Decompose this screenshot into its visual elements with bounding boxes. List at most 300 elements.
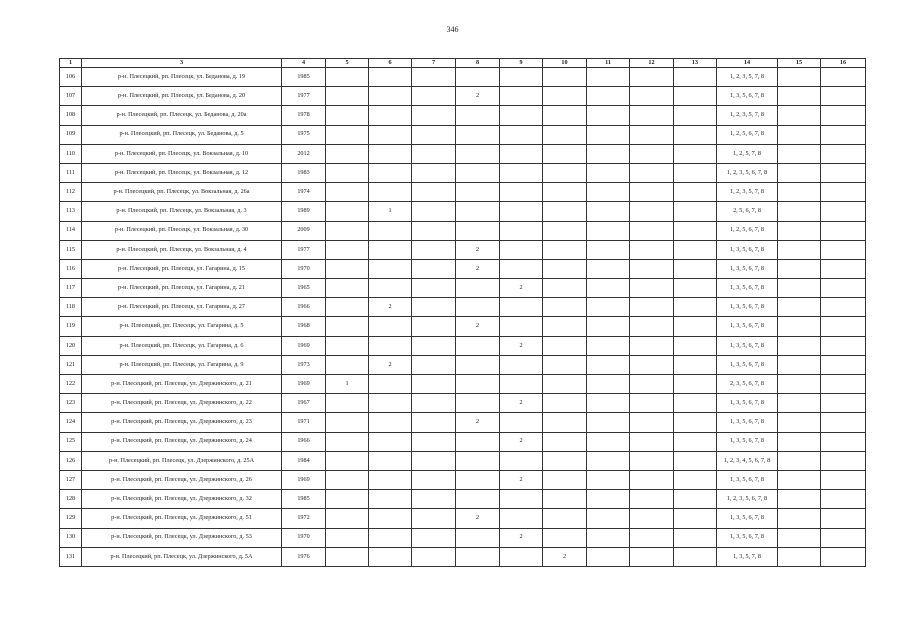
table-cell: [630, 336, 674, 355]
table-cell: 1971: [282, 413, 326, 432]
table-cell: [778, 317, 821, 336]
table-cell: [587, 547, 630, 566]
table-cell: [821, 317, 866, 336]
table-cell: [456, 163, 500, 182]
table-cell: 2: [456, 240, 500, 259]
table-cell: 2, 5, 6, 7, 8: [717, 202, 778, 221]
table-cell: 1, 3, 5, 6, 7, 8: [717, 355, 778, 374]
table-row: [60, 470, 866, 489]
table-row: [60, 317, 866, 336]
table-cell: [821, 413, 866, 432]
table-cell: 1, 3, 5, 6, 7, 8: [717, 394, 778, 413]
table-cell: [543, 394, 587, 413]
address-cell: р-н. Плесецкий, рп. Плесецк, ул. Гагарина, д. 27: [82, 298, 282, 317]
table-cell: [456, 355, 500, 374]
table-cell: [674, 163, 717, 182]
table-cell: [500, 202, 543, 221]
table-cell: [587, 144, 630, 163]
table-cell: [326, 259, 369, 278]
table-cell: [326, 87, 369, 106]
table-cell: [778, 451, 821, 470]
table-cell: [821, 106, 866, 125]
table-cell: [587, 317, 630, 336]
table-row: [60, 375, 866, 394]
table-cell: [456, 68, 500, 87]
table-cell: [674, 528, 717, 547]
table-cell: [412, 163, 456, 182]
table-cell: [543, 240, 587, 259]
table-cell: [778, 355, 821, 374]
table-row: [60, 202, 866, 221]
table-cell: [630, 279, 674, 298]
row-number-cell: 107: [60, 87, 82, 106]
table-cell: [456, 432, 500, 451]
table-cell: [778, 528, 821, 547]
table-cell: [412, 240, 456, 259]
table-cell: [587, 355, 630, 374]
address-cell: р-н. Плесецкий, рп. Плесецк, ул. Вокзальная, д. 10: [82, 144, 282, 163]
table-cell: [369, 432, 412, 451]
table-cell: [326, 394, 369, 413]
table-cell: 1, 2, 3, 5, 7, 8: [717, 68, 778, 87]
table-cell: [587, 68, 630, 87]
table-row: [60, 547, 866, 566]
table-cell: 1969: [282, 375, 326, 394]
table-cell: [369, 106, 412, 125]
table-header: [60, 59, 866, 68]
table-cell: [778, 144, 821, 163]
column-header: 4: [282, 59, 326, 68]
table-cell: [543, 68, 587, 87]
table-cell: 1978: [282, 106, 326, 125]
table-cell: [412, 144, 456, 163]
column-header: 11: [587, 59, 630, 68]
row-number-cell: 110: [60, 144, 82, 163]
table-cell: [778, 432, 821, 451]
address-cell: р-н. Плесецкий, рп. Плесецк, ул. Гагарина, д. 21: [82, 279, 282, 298]
table-cell: [630, 355, 674, 374]
table-row: [60, 528, 866, 547]
table-cell: 2: [543, 547, 587, 566]
address-cell: р-н. Плесецкий, рп. Плесецк, ул. Вокзальная, д. 3: [82, 202, 282, 221]
table-cell: [369, 413, 412, 432]
table-cell: [587, 125, 630, 144]
table-cell: [630, 125, 674, 144]
table-cell: [543, 221, 587, 240]
table-cell: 1975: [282, 125, 326, 144]
table-cell: 1, 3, 5, 7, 8: [717, 547, 778, 566]
address-cell: р-н. Плесецкий, рп. Плесецк, ул. Дзержинского, д. 32: [82, 490, 282, 509]
table-cell: [456, 183, 500, 202]
table-row: [60, 432, 866, 451]
table-cell: 1, 2, 5, 7, 8: [717, 144, 778, 163]
table-cell: 1, 3, 5, 6, 7, 8: [717, 240, 778, 259]
table-cell: [326, 547, 369, 566]
table-cell: [630, 528, 674, 547]
table-cell: 1973: [282, 355, 326, 374]
row-number-cell: 119: [60, 317, 82, 336]
table-cell: [630, 163, 674, 182]
table-cell: [821, 451, 866, 470]
row-number-cell: 115: [60, 240, 82, 259]
table-cell: [543, 125, 587, 144]
table-cell: [821, 528, 866, 547]
table-cell: [821, 547, 866, 566]
table-cell: [821, 298, 866, 317]
table-cell: [587, 221, 630, 240]
table-cell: [630, 106, 674, 125]
table-cell: 2: [456, 259, 500, 278]
table-cell: [369, 163, 412, 182]
table-cell: [369, 125, 412, 144]
table-cell: [543, 470, 587, 489]
table-cell: 2: [456, 413, 500, 432]
table-cell: [543, 432, 587, 451]
table-cell: [778, 163, 821, 182]
table-row: [60, 240, 866, 259]
table-cell: [500, 106, 543, 125]
table-cell: [630, 413, 674, 432]
table-row: [60, 259, 866, 278]
table-cell: [412, 490, 456, 509]
table-cell: [500, 547, 543, 566]
table-cell: 1969: [282, 336, 326, 355]
table-cell: [630, 144, 674, 163]
row-number-cell: 126: [60, 451, 82, 470]
table-cell: [543, 490, 587, 509]
table-cell: [543, 202, 587, 221]
table-cell: [369, 240, 412, 259]
table-cell: [369, 68, 412, 87]
table-cell: [587, 375, 630, 394]
row-number-cell: 112: [60, 183, 82, 202]
table-cell: [326, 432, 369, 451]
table-cell: 1, 2, 3, 5, 7, 8: [717, 183, 778, 202]
table-cell: [456, 451, 500, 470]
table-cell: 2: [500, 470, 543, 489]
column-header: 8: [456, 59, 500, 68]
table-cell: 1966: [282, 432, 326, 451]
table-cell: [821, 375, 866, 394]
table-cell: [500, 509, 543, 528]
table-cell: [587, 163, 630, 182]
table-cell: [326, 413, 369, 432]
column-header: 14: [717, 59, 778, 68]
table-cell: [821, 490, 866, 509]
table-row: [60, 68, 866, 87]
table-cell: [412, 528, 456, 547]
address-cell: р-н. Плесецкий, рп. Плесецк, ул. Дзержинского, д. 53: [82, 528, 282, 547]
table-cell: [412, 375, 456, 394]
table-cell: [369, 144, 412, 163]
table-cell: [587, 336, 630, 355]
table-cell: [630, 317, 674, 336]
table-cell: 2: [500, 432, 543, 451]
table-cell: [630, 547, 674, 566]
address-cell: р-н. Плесецкий, рп. Плесецк, ул. Дзержинского, д. 5А: [82, 547, 282, 566]
table-cell: [456, 144, 500, 163]
table-cell: [674, 221, 717, 240]
table-cell: 2: [369, 298, 412, 317]
table-cell: [412, 68, 456, 87]
address-cell: р-н. Плесецкий, рп. Плесецк, ул. Дзержинского, д. 51: [82, 509, 282, 528]
table-cell: [412, 547, 456, 566]
table-cell: [674, 68, 717, 87]
table-cell: [778, 125, 821, 144]
column-header: 3: [82, 59, 282, 68]
table-cell: [587, 240, 630, 259]
table-cell: [326, 528, 369, 547]
table-cell: 1, 3, 5, 6, 7, 8: [717, 87, 778, 106]
table-cell: [821, 470, 866, 489]
address-cell: р-н. Плесецкий, рп. Плесецк, ул. Дзержинского, д. 22: [82, 394, 282, 413]
address-cell: р-н. Плесецкий, рп. Плесецк, ул. Беданова, д. 5: [82, 125, 282, 144]
table-cell: [326, 68, 369, 87]
table-cell: [326, 336, 369, 355]
table-cell: [674, 413, 717, 432]
table-cell: 1, 3, 5, 6, 7, 8: [717, 279, 778, 298]
table-cell: 1, 2, 3, 5, 6, 7, 8: [717, 490, 778, 509]
table-cell: [412, 432, 456, 451]
table-cell: [778, 68, 821, 87]
table-cell: [456, 279, 500, 298]
table-cell: [500, 375, 543, 394]
table-cell: [543, 336, 587, 355]
table-cell: 1, 3, 5, 6, 7, 8: [717, 298, 778, 317]
table-cell: [456, 221, 500, 240]
row-number-cell: 122: [60, 375, 82, 394]
address-cell: р-н. Плесецкий, рп. Плесецк, ул. Вокзальная, д. 30: [82, 221, 282, 240]
table-cell: [326, 509, 369, 528]
column-header: 13: [674, 59, 717, 68]
row-number-cell: 109: [60, 125, 82, 144]
table-cell: [587, 490, 630, 509]
table-cell: [587, 279, 630, 298]
table-cell: 1977: [282, 87, 326, 106]
table-row: [60, 355, 866, 374]
table-cell: [778, 394, 821, 413]
table-cell: [326, 240, 369, 259]
table-row: [60, 298, 866, 317]
table-cell: [412, 106, 456, 125]
table-cell: [674, 355, 717, 374]
table-cell: [821, 183, 866, 202]
table-cell: [500, 68, 543, 87]
table-cell: [412, 394, 456, 413]
table-cell: 1984: [282, 451, 326, 470]
table-cell: [500, 87, 543, 106]
row-number-cell: 124: [60, 413, 82, 432]
table-cell: [412, 279, 456, 298]
table-cell: [587, 394, 630, 413]
column-header: 5: [326, 59, 369, 68]
table-cell: [778, 470, 821, 489]
table-cell: [778, 183, 821, 202]
table-cell: [326, 298, 369, 317]
table-cell: [630, 298, 674, 317]
table-cell: [500, 490, 543, 509]
table-cell: [456, 336, 500, 355]
column-header: 9: [500, 59, 543, 68]
table-row: [60, 87, 866, 106]
table-cell: [778, 221, 821, 240]
table-cell: [412, 259, 456, 278]
table-cell: [456, 470, 500, 489]
table-cell: [821, 394, 866, 413]
table-cell: [412, 221, 456, 240]
table-cell: [630, 490, 674, 509]
table-row: [60, 490, 866, 509]
address-cell: р-н. Плесецкий, рп. Плесецк, ул. Беданова, д. 20а: [82, 106, 282, 125]
table-cell: [630, 394, 674, 413]
table-cell: [674, 279, 717, 298]
column-header: 7: [412, 59, 456, 68]
table-cell: 1, 3, 5, 6, 7, 8: [717, 259, 778, 278]
table-cell: 1: [369, 202, 412, 221]
table-cell: [587, 183, 630, 202]
table-cell: [778, 509, 821, 528]
row-number-cell: 121: [60, 355, 82, 374]
table-cell: 1983: [282, 163, 326, 182]
column-header: 16: [821, 59, 866, 68]
table-cell: [821, 432, 866, 451]
table-cell: [674, 240, 717, 259]
table-cell: [500, 317, 543, 336]
table-cell: [674, 336, 717, 355]
table-row: [60, 451, 866, 470]
table-cell: [778, 106, 821, 125]
table-cell: [326, 279, 369, 298]
table-cell: [326, 451, 369, 470]
table-cell: [778, 547, 821, 566]
table-cell: [778, 87, 821, 106]
table-cell: [674, 432, 717, 451]
table-cell: [630, 375, 674, 394]
row-number-cell: 127: [60, 470, 82, 489]
table-cell: [543, 509, 587, 528]
table-cell: [456, 202, 500, 221]
table-cell: [630, 470, 674, 489]
table-cell: 2: [500, 528, 543, 547]
table-cell: [821, 221, 866, 240]
address-cell: р-н. Плесецкий, рп. Плесецк, ул. Гагарина, д. 6: [82, 336, 282, 355]
table-cell: [674, 547, 717, 566]
table-cell: [500, 221, 543, 240]
table-cell: [674, 317, 717, 336]
table-cell: [587, 413, 630, 432]
buildings-table: [59, 58, 866, 567]
table-cell: [674, 202, 717, 221]
table-cell: 1, 2, 5, 6, 7, 8: [717, 221, 778, 240]
table-cell: [778, 240, 821, 259]
table-cell: 1, 3, 5, 6, 7, 8: [717, 336, 778, 355]
page-number: 346: [446, 25, 459, 34]
table-row: [60, 125, 866, 144]
row-number-cell: 131: [60, 547, 82, 566]
row-number-cell: 128: [60, 490, 82, 509]
table-cell: 2: [456, 509, 500, 528]
table-cell: [587, 451, 630, 470]
table-cell: 2009: [282, 221, 326, 240]
table-cell: 2, 3, 5, 6, 7, 8: [717, 375, 778, 394]
table-cell: [369, 317, 412, 336]
table-cell: [456, 490, 500, 509]
table-cell: [821, 336, 866, 355]
table-cell: 1, 2, 3, 5, 7, 8: [717, 106, 778, 125]
table-row: [60, 106, 866, 125]
table-cell: [543, 317, 587, 336]
column-header: 6: [369, 59, 412, 68]
table-cell: [412, 317, 456, 336]
table-cell: 1969: [282, 470, 326, 489]
table-cell: 1, 2, 5, 6, 7, 8: [717, 125, 778, 144]
table-cell: 1977: [282, 240, 326, 259]
table-cell: 1, 3, 5, 6, 7, 8: [717, 509, 778, 528]
row-number-cell: 120: [60, 336, 82, 355]
table-cell: [456, 375, 500, 394]
table-cell: [821, 279, 866, 298]
row-number-cell: 118: [60, 298, 82, 317]
row-number-cell: 129: [60, 509, 82, 528]
table-cell: [369, 470, 412, 489]
table-cell: [369, 509, 412, 528]
table-cell: 2012: [282, 144, 326, 163]
table-cell: [543, 413, 587, 432]
table-cell: [630, 240, 674, 259]
table-cell: [326, 470, 369, 489]
table-cell: 1, 3, 5, 6, 7, 8: [717, 317, 778, 336]
table-cell: [456, 528, 500, 547]
table-cell: [369, 528, 412, 547]
table-cell: [543, 528, 587, 547]
table-cell: [500, 451, 543, 470]
table-cell: [412, 183, 456, 202]
table-cell: 1974: [282, 183, 326, 202]
row-number-cell: 106: [60, 68, 82, 87]
table-cell: [412, 125, 456, 144]
table-cell: [326, 490, 369, 509]
table-cell: [587, 87, 630, 106]
table-cell: [674, 490, 717, 509]
table-cell: [456, 125, 500, 144]
table-cell: [587, 106, 630, 125]
table-cell: [500, 298, 543, 317]
address-cell: р-н. Плесецкий, рп. Плесецк, ул. Вокзальная, д. 12: [82, 163, 282, 182]
table-cell: [543, 279, 587, 298]
table-cell: [369, 183, 412, 202]
table-cell: 2: [456, 87, 500, 106]
table-cell: [412, 470, 456, 489]
table-cell: [587, 298, 630, 317]
table-cell: [543, 144, 587, 163]
table-cell: 1985: [282, 68, 326, 87]
table-cell: [543, 375, 587, 394]
table-cell: [674, 375, 717, 394]
table-cell: [369, 394, 412, 413]
table-cell: 1966: [282, 298, 326, 317]
table-cell: 1967: [282, 394, 326, 413]
table-cell: [630, 259, 674, 278]
table-cell: [412, 202, 456, 221]
header-row: [60, 59, 866, 68]
row-number-cell: 125: [60, 432, 82, 451]
address-cell: р-н. Плесецкий, рп. Плесецк, ул. Вокзальная, д. 4: [82, 240, 282, 259]
row-number-cell: 114: [60, 221, 82, 240]
table-cell: [821, 259, 866, 278]
table-cell: [778, 375, 821, 394]
table-cell: [821, 509, 866, 528]
table-cell: [543, 259, 587, 278]
